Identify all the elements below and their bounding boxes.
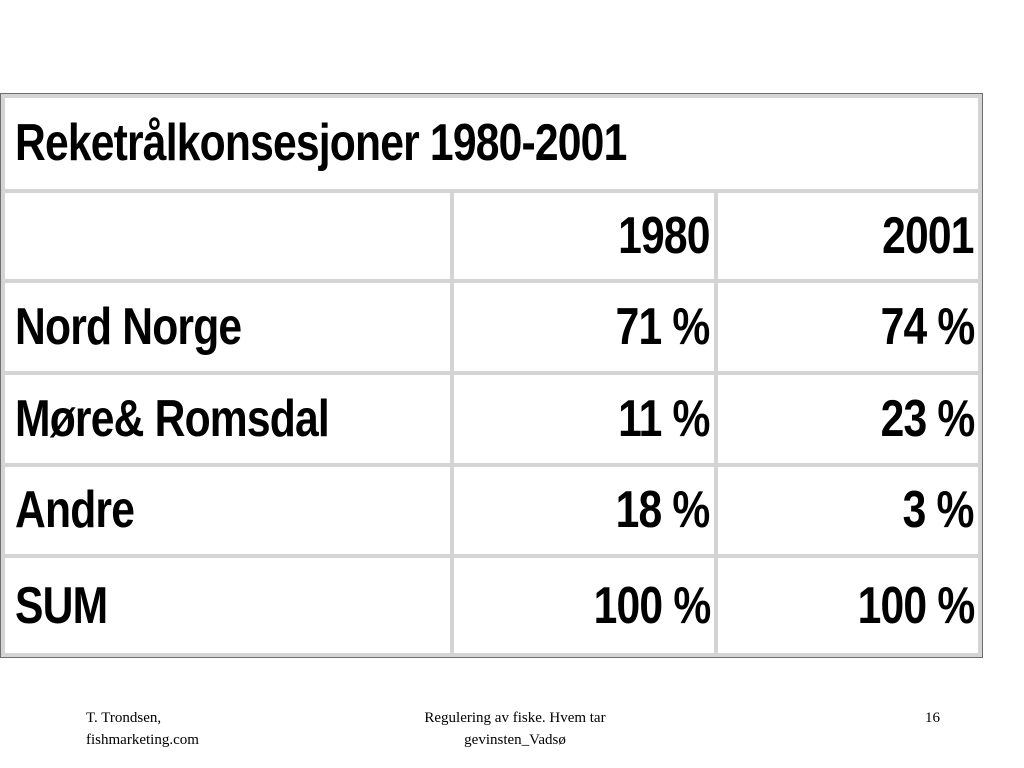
footer-author-site: fishmarketing.com bbox=[86, 732, 199, 748]
header-blank-cell bbox=[5, 193, 454, 284]
row-label: Nord Norge bbox=[15, 298, 242, 357]
row-2001-value: 3 % bbox=[903, 481, 975, 540]
footer-author bbox=[86, 707, 306, 751]
table-header-row bbox=[5, 193, 978, 284]
footer-title-line2: gevinsten_Vadsø bbox=[464, 732, 566, 748]
row-label: Møre& Romsdal bbox=[15, 389, 329, 448]
footer-presentation-title bbox=[360, 707, 670, 751]
table-row bbox=[5, 467, 978, 559]
table-title: Reketrålkonsesjoner 1980-2001 bbox=[15, 114, 627, 173]
table-row bbox=[5, 283, 978, 375]
row-1980-cell bbox=[454, 467, 718, 559]
header-2001: 2001 bbox=[882, 207, 975, 266]
footer-page-number: 16 bbox=[925, 710, 940, 726]
footer-author-name: T. Trondsen, bbox=[86, 710, 162, 726]
row-1980-value: 100 % bbox=[593, 576, 710, 635]
row-2001-value: 74 % bbox=[880, 298, 975, 357]
row-1980-value: 18 % bbox=[616, 481, 710, 540]
header-1980: 1980 bbox=[618, 207, 710, 266]
row-label-cell bbox=[5, 467, 454, 559]
row-1980-value: 71 % bbox=[616, 298, 710, 357]
footer-title-line1: Regulering av fiske. Hvem tar bbox=[424, 710, 606, 726]
row-1980-cell bbox=[454, 375, 718, 467]
row-1980-cell bbox=[454, 558, 718, 653]
row-2001-cell bbox=[718, 558, 978, 653]
row-1980-value: 11 % bbox=[618, 389, 710, 448]
row-label: SUM bbox=[15, 576, 108, 635]
row-label-cell bbox=[5, 558, 454, 653]
row-label-cell bbox=[5, 375, 454, 467]
row-label: Andre bbox=[15, 481, 135, 540]
row-label-cell bbox=[5, 283, 454, 375]
header-1980-cell bbox=[454, 193, 718, 284]
data-table bbox=[5, 98, 978, 653]
row-2001-value: 100 % bbox=[857, 576, 975, 635]
table-frame bbox=[0, 93, 983, 658]
row-2001-cell bbox=[718, 283, 978, 375]
table-title-cell bbox=[5, 98, 978, 193]
row-1980-cell bbox=[454, 283, 718, 375]
row-2001-value: 23 % bbox=[880, 389, 975, 448]
header-2001-cell bbox=[718, 193, 978, 284]
table-row bbox=[5, 375, 978, 467]
table-title-row bbox=[5, 98, 978, 193]
row-2001-cell bbox=[718, 467, 978, 559]
table-row-sum bbox=[5, 558, 978, 653]
row-2001-cell bbox=[718, 375, 978, 467]
